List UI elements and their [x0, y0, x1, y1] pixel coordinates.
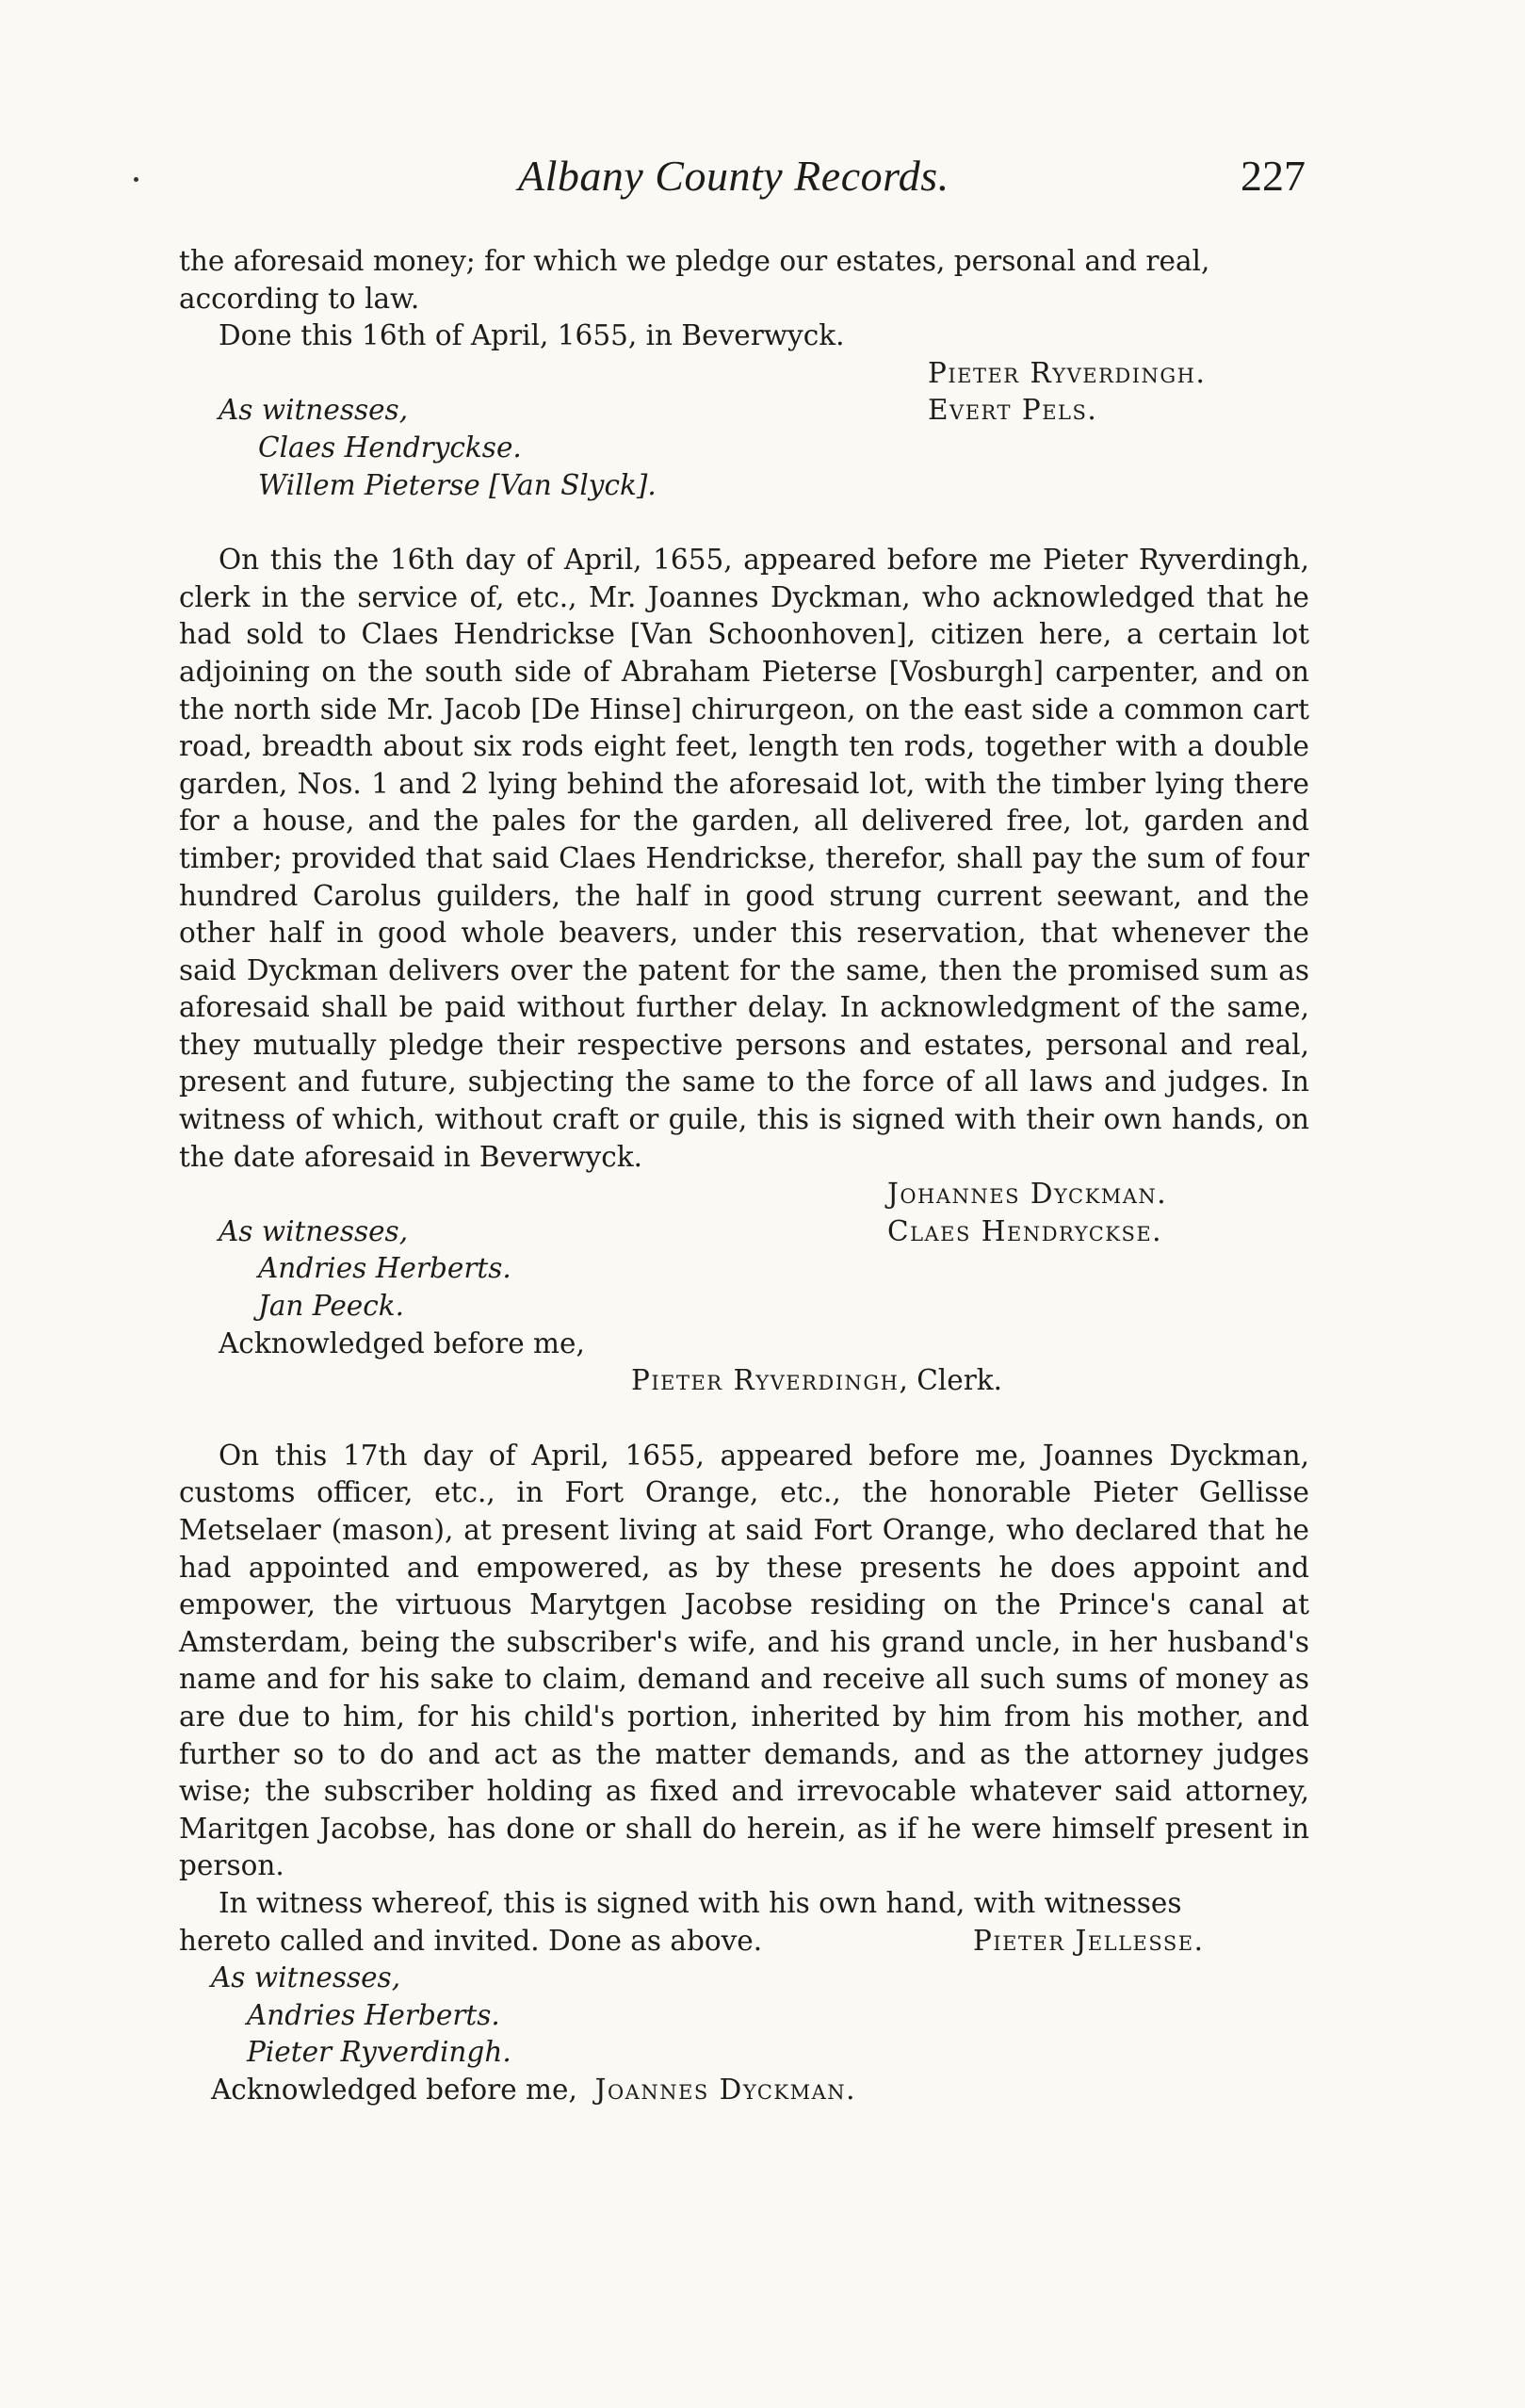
acknowledgment: [179, 2072, 1309, 2109]
ack-signature: Joannes Dyckman.: [594, 2073, 856, 2106]
power-of-attorney-paragraph: On this 17th day of April, 1655, appeared before me, Joannes Dyckman, customs officer, etc., in Fort Orange, etc., the honorable Pieter Gellisse Metselaer (mason), at present living at said Fort Orange, who declared that he had appointed and empowered, as by these presents he does appoint and empower, the virtuous Marytgen Jacobse residing on the Prince's canal at Amsterdam, being the subscriber's wife, and his grand uncle, in her husband's name and for his sake to claim, demand and receive all such sums of money as are due to him, for his child's portion, inherited by him from his mother, and further so to do and act as the matter demands, and as the attorney judges wise; the subscriber holding as fixed and irrevocable whatever said attorney, Maritgen Jacobse, has done or shall do herein, as if he were himself present in person.: [179, 1439, 1309, 1882]
clerk-signature: [179, 1362, 1309, 1400]
witness-name: Jan Peeck.: [258, 1290, 405, 1323]
ack-label: Acknowledged before me,: [211, 2073, 577, 2106]
witness-name: Willem Pieterse: [258, 468, 480, 501]
witness-line: [179, 467, 1309, 505]
witnesses-label: As witnesses,: [219, 1214, 409, 1247]
witness-note: [Van Slyck].: [489, 468, 657, 501]
signature-row: [179, 1176, 1309, 1213]
witness-name: Andries Herberts.: [258, 1252, 511, 1285]
signature-row: [179, 355, 1309, 393]
signature: Claes Hendryckse.: [887, 1214, 1163, 1247]
signature: Pieter Jellesse.: [973, 1924, 1205, 1957]
signature-row: [179, 1923, 1309, 1961]
witness-name: Pieter Ryverdingh.: [247, 2036, 511, 2069]
margin-dot: [134, 177, 138, 182]
deed-paragraph: On this the 16th day of April, 1655, appeared before me Pieter Ryverdingh, clerk in the service of, etc., Mr. Joannes Dyckman, who acknowledged that he had sold to Claes Hendrickse [Van Schoonhoven], citizen here, a certain lot adjoining on the south side of Abraham Pieterse [Vosburgh] carpenter, and on the north side Mr. Jacob [De Hinse] chirurgeon, on the east side a common cart road, breadth about six rods eight feet, length ten rods, together with a double garden, Nos. 1 and 2 lying behind the aforesaid lot, with the timber lying there for a house, and the pales for the garden, all delivered free, lot, garden and timber; provided that said Claes Hendrickse, therefor, shall pay the sum of four hundred Carolus guilders, the half in good strung current seewant, and the other half in good whole beavers, under this reservation, that whenever the said Dyckman delivers over the patent for the same, then the promised sum as aforesaid shall be paid without further delay. In acknowledgment of the same, they mutually pledge their respective persons and estates, personal and real, present and future, subjecting the same to the force of all laws and judges. In witness of which, without craft or guile, this is signed with their own hands, on the date aforesaid in Beverwyck.: [179, 544, 1309, 1173]
done-line: Done this 16th of April, 1655, in Beverwyck.: [219, 319, 845, 352]
witnesses-label: As witnesses,: [219, 394, 409, 427]
witness-name: Andries Herberts.: [247, 1998, 500, 2031]
signature-row: [179, 1213, 1309, 1251]
text-line: the aforesaid money; for which we pledge our estates, personal and real,: [179, 245, 1210, 277]
signature-row: [179, 392, 1309, 430]
signature: Johannes Dyckman.: [887, 1178, 1168, 1211]
body-text: [179, 243, 1309, 2109]
text-line: according to law.: [179, 282, 420, 315]
running-title: Albany County Records.: [518, 152, 949, 200]
acknowledgment: Acknowledged before me,: [219, 1326, 585, 1359]
page-header: [179, 151, 1309, 217]
clerk-name: Pieter Ryverdingh: [631, 1364, 900, 1397]
text-line: hereto called and invited. Done as above.: [179, 1924, 763, 1957]
text-line: In witness whereof, this is signed with his own hand, with witnesses: [219, 1886, 1182, 1919]
clerk-title: , Clerk.: [899, 1364, 1003, 1397]
witness-name: Claes Hendryckse.: [258, 431, 522, 464]
page-number: 227: [1241, 152, 1306, 200]
signature: Evert Pels.: [928, 394, 1098, 427]
signature: Pieter Ryverdingh.: [928, 356, 1207, 389]
witnesses-label: As witnesses,: [211, 1961, 401, 1994]
